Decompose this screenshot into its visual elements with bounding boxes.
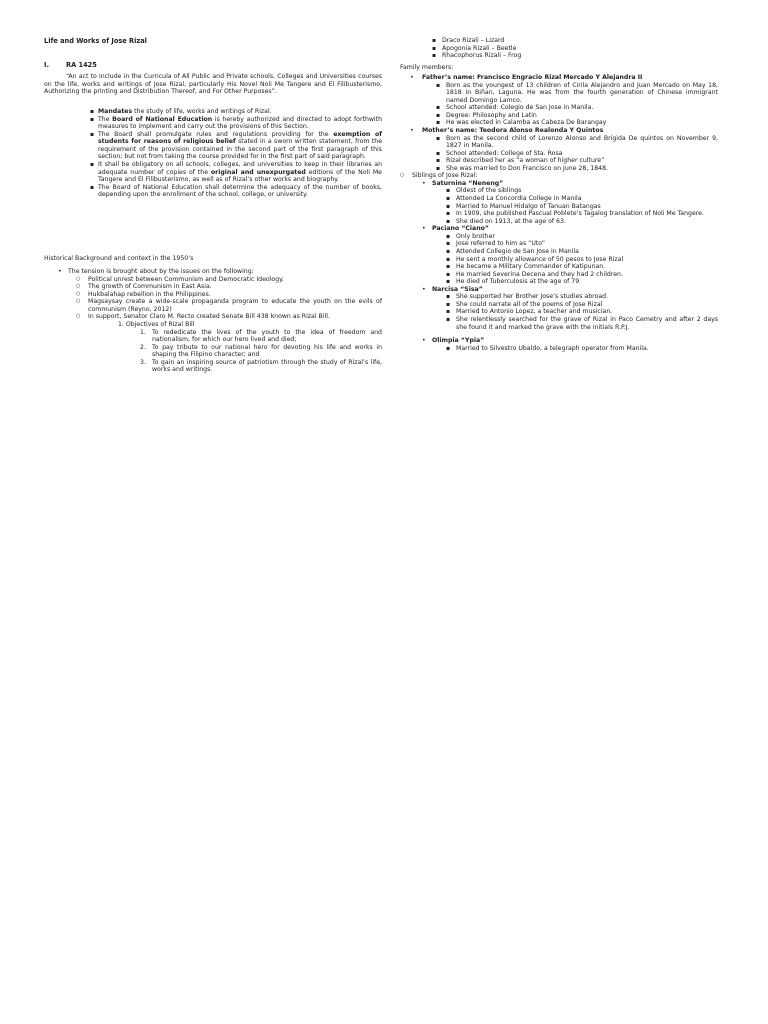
- issue-item: [76, 313, 382, 374]
- objectives-heading-list: [118, 321, 382, 374]
- provision-item: [90, 131, 382, 161]
- objective-number: 2.: [140, 343, 146, 351]
- detail-item: ▪ Attended Collegio de San Jose in Manila: [446, 248, 718, 256]
- ra-1425-intro: “An act to include in the Curricula of All Public and Private schools, Colleges and Universities courses on the life, works and writings of Jose Rizal, particularly His Novel Noli Me Tangere and El Filibusterismo, Authorizing the printing and Distribution Thereof, and For Other Purposes”.: [44, 73, 382, 96]
- provision-item: [90, 108, 382, 116]
- section-title: RA 1425: [66, 61, 97, 69]
- provision-bold: Mandates: [98, 108, 133, 115]
- objective-item: [140, 329, 382, 344]
- species-item: ▪ Rhacophorus Rizali – Frog: [432, 52, 712, 60]
- issue-item: ○ Magsaysay create a wide-scale propaganda program to educate the youth on the evils of communism (Reyno, 2012): [76, 298, 382, 313]
- provision-item: [90, 184, 382, 199]
- objectives-number: 1.: [118, 320, 124, 328]
- siblings-item: [400, 172, 718, 352]
- sibling-details: [446, 187, 718, 225]
- sibling-name: Paciano “Ciano”: [432, 225, 489, 233]
- document-title: Life and Works of Jose Rizal: [44, 37, 147, 45]
- issues-list: [76, 276, 382, 374]
- detail-item: ▪ Born as the youngest of 13 children of Cirila Alejandro and Juan Mercado on May 18, 1818 in Biñan, Laguna. He was from the fourth generation of Chinese immigrant named Domingo Lamco.: [436, 82, 718, 105]
- detail-item: ▪ He became a Military Commander of Katipunan.: [446, 263, 718, 271]
- father-title: Father’s name: Francisco Engracio Rizal Mercado Y Alejandra II: [422, 74, 643, 81]
- objective-text: To gain an inspiring source of patriotism through the study of Rizal’s life, works and writings.: [152, 358, 382, 374]
- objective-text: To rededicate the lives of the youth to the idea of freedom and nationalism, for which our hero lived and died;: [152, 328, 382, 344]
- objectives-title: Objectives of Rizal Bill: [125, 320, 195, 328]
- sibling-details: [446, 345, 718, 353]
- issue-item: ○ The growth of Communism in East Asia.: [76, 283, 382, 291]
- species-item: ▪ Apogonia Rizali – Beetle: [432, 45, 712, 53]
- provision-bold: Board of National Education: [112, 115, 213, 123]
- provision-bold: exemption of students for reasons of religious belief: [98, 130, 382, 146]
- provision-text: The Board shall promulgate rules and regulations providing for the: [98, 130, 334, 138]
- sibling-item: [422, 337, 718, 352]
- detail-item: ▪ Oldest of the siblings: [446, 187, 718, 195]
- objective-item: [140, 344, 382, 359]
- detail-item: ▪ Married to Antonio Lopez, a teacher and musician.: [446, 308, 718, 316]
- provision-text: The Board of National Education shall determine the adequacy of the number of books, depending upon the enrollment of the school, college, or university.: [98, 183, 382, 199]
- sibling-name: Olimpia “Ypia”: [432, 337, 485, 345]
- mother-item: [410, 127, 718, 172]
- father-details: [436, 82, 718, 127]
- detail-item: ▪ In 1909, she published Pascual Poblete’s Tagalog translation of Noli Me Tangere.: [446, 210, 718, 218]
- objective-text: To pay tribute to our national hero for devoting his life and works in shaping the Filipino character; and: [152, 343, 382, 359]
- sibling-details: [446, 233, 718, 286]
- detail-item: ▪ Degree: Philosophy and Latin: [436, 112, 718, 120]
- detail-item: ▪ He was elected in Calamba as Cabeza De Barangay: [436, 119, 718, 127]
- tension-list: [58, 268, 382, 374]
- issue-item: ○ Political unrest between Communism and Democratic Ideology.: [76, 276, 382, 284]
- history-heading: Historical Background and context in the 1950’s: [44, 255, 194, 262]
- detail-item: ▪ He sent a monthly allowance of 50 pesos to Jose Rizal: [446, 256, 718, 264]
- mother-title: Mother’s name: Teodora Alonso Realonda Y Quintos: [422, 126, 604, 134]
- section-number: I.: [44, 61, 49, 69]
- provision-item: [90, 116, 382, 131]
- detail-item: ▪ She was married to Don Francisco on June 28, 1848.: [436, 165, 718, 173]
- mother-details: [436, 135, 718, 173]
- sibling-details: [446, 293, 718, 331]
- detail-item: ▪ He married Severina Decena and they had 2 children.: [446, 271, 718, 279]
- objectives-list: [140, 329, 382, 374]
- siblings-list: [422, 180, 718, 352]
- ra-1425-provisions: [90, 108, 382, 199]
- provision-text: is hereby authorized and directed to adopt forthwith measures to implement and carry out the provisions of this Section.: [98, 115, 382, 131]
- provision-bold: original and unexpurgated: [210, 168, 306, 176]
- detail-item: ▪ Born as the second child of Lorenzo Alonso and Brigida De quintos on November 9, 1827 in Manila.: [436, 135, 718, 150]
- detail-item: ▪ Married to Silvestro Ubaldo, a telegraph operator from Manila.: [446, 345, 718, 353]
- siblings-label: Siblings of Jose Rizal:: [412, 172, 478, 180]
- species-list: [432, 37, 712, 60]
- sibling-name: Saturnina “Neneng”: [432, 179, 504, 187]
- provision-text: It shall be obligatory on all schools, colleges, and universities to keep in their libraries an adequate number of copies of the: [98, 160, 382, 176]
- tension-text: The tension is brought about by the issues on the following:: [68, 268, 254, 275]
- sibling-name: Narcisa “Sisa”: [432, 285, 483, 293]
- section-heading: [44, 61, 97, 69]
- detail-item: ▪ School attended: Colegio de San Jose in Manila.: [436, 104, 718, 112]
- sibling-item: [422, 286, 718, 331]
- provision-text: the study of life, works and writings of Rizal.: [132, 108, 272, 115]
- sibling-item: [422, 180, 718, 225]
- detail-item: ▪ He died of Tuberculosis at the age of 79: [446, 278, 718, 286]
- provision-item: [90, 161, 382, 184]
- family-list: [410, 74, 718, 352]
- objective-number: 1.: [140, 328, 146, 336]
- detail-item: ▪ Rizal described her as “a woman of higher culture”: [436, 157, 718, 165]
- objectives-heading: [118, 321, 382, 374]
- detail-item: ▪ She could narrate all of the poems of Jose Rizal: [446, 301, 718, 309]
- father-item: [410, 74, 718, 127]
- issue-item: ○ Hukbalahap rebellion in the Philippines.: [76, 291, 382, 299]
- provision-text: editions of the Noli Me Tangere and El Filibusterismo, as well as of Rizal’s other works and biography.: [98, 168, 382, 184]
- objective-item: [140, 359, 382, 374]
- issue-text: In support, Senator Claro M. Recto created Senate Bill 438 known as Rizal Bill.: [88, 313, 330, 321]
- provision-text: The: [98, 115, 113, 123]
- detail-item: ▪ She relentlessly searched for the grave of Rizal in Paco Cemetry and after 2 days she found it and marked the grave with the initials R.P.J.: [446, 316, 718, 331]
- detail-item: ▪ Attended La Concordia College in Manila: [446, 195, 718, 203]
- detail-item: ▪ School attended: College of Sta. Rosa: [436, 150, 718, 158]
- tension-item: [58, 268, 382, 374]
- detail-item: ▪ Jose referred to him as “Uto”: [446, 240, 718, 248]
- sibling-item: [422, 225, 718, 286]
- provision-text: stated in a sworn written statement, from the requirement of the provision contained in the second part of the first paragraph of this section; but not from taking the course provided for in the first part of said paragraph.: [98, 138, 382, 161]
- family-label: Family members:: [400, 64, 454, 71]
- detail-item: ▪ She died on 1913, at the age of 63.: [446, 218, 718, 226]
- detail-item: ▪ Married to Manuel Hidalgo of Tanuan Batangas: [446, 203, 718, 211]
- objective-number: 3.: [140, 358, 146, 366]
- species-item: ▪ Draco Rizali – Lizard: [432, 37, 712, 45]
- detail-item: ▪ She supported her Brother Jose’s studies abroad.: [446, 293, 718, 301]
- detail-item: ▪ Only brother: [446, 233, 718, 241]
